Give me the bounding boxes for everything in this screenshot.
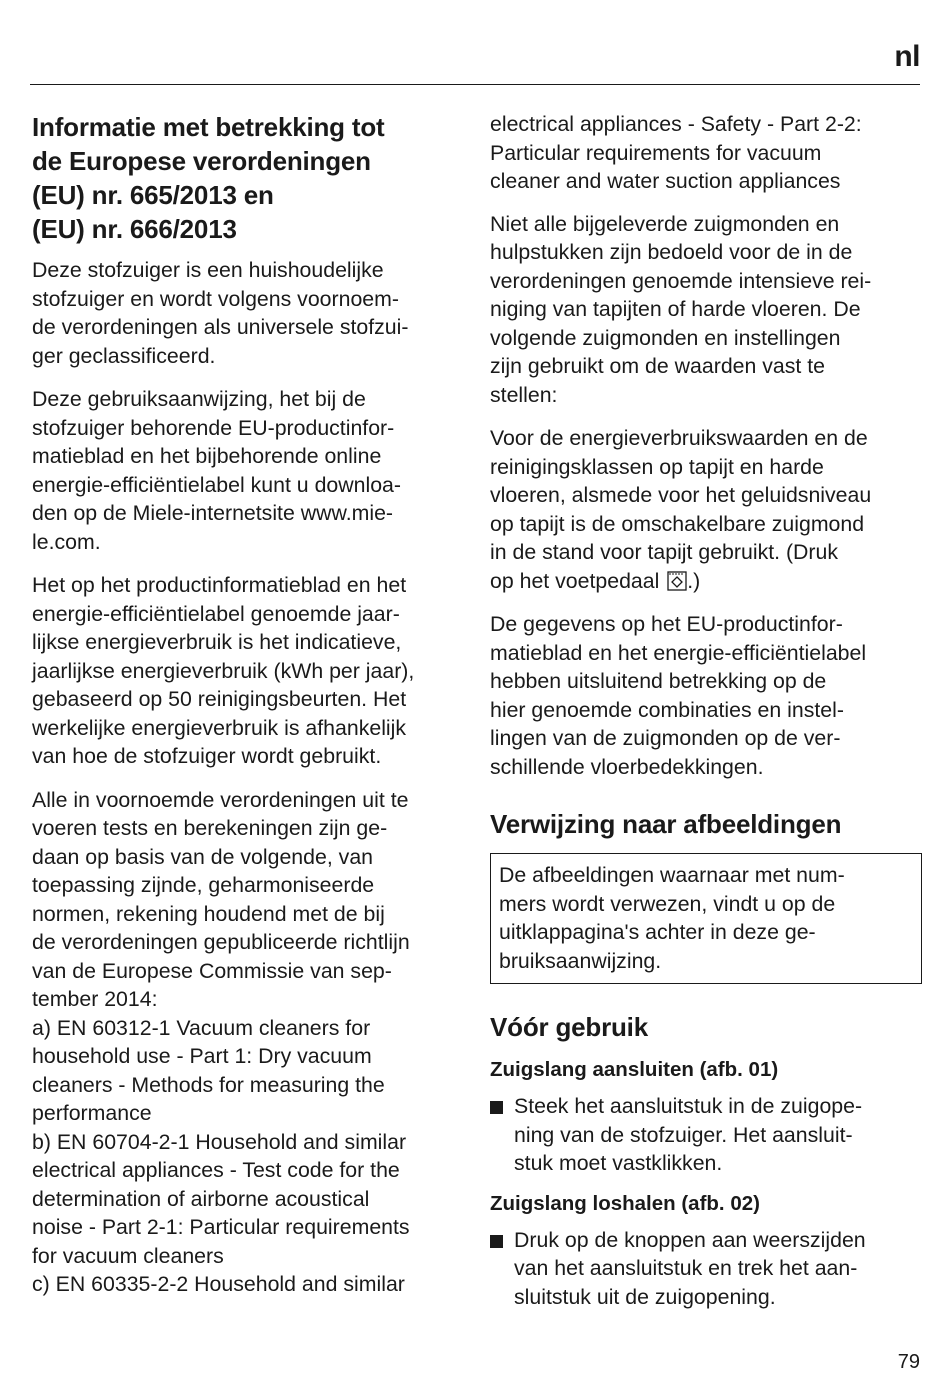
bullet-square-icon bbox=[490, 1101, 503, 1114]
paragraph-eu-data: De gegevens op het EU-productinfor- matieblad en het energie-efficiëntielabel hebben uitsluitend betrekking op de hier genoemde combinaties en instel- lingen van de zuigmonden op de ver- schillende vloerbedekkingen. bbox=[490, 612, 867, 779]
bullet-square-icon bbox=[490, 1235, 503, 1248]
test-settings-end: .) bbox=[687, 568, 701, 593]
carpet-pedal-icon bbox=[667, 571, 687, 591]
page-number: 79 bbox=[897, 1351, 920, 1373]
paragraph-standards: Alle in voornoemde verordeningen uit te voeren tests en berekeningen zijn ge- daan op basis van de volgende, van toepassing zijnde, geharmoniseerde normen, rekening houdend met de bij de verordeningen gepubliceerde richtlijn van de Europese Commissie van sep- tember 2014: a) EN 60312-1 Vacuum cleaners for household use - Part 1: Dry vacuum cleaners - Methods for measuring the performance b) EN 60704-2-1 Household and similar electrical appliances - Test code for the determination of airborne acoustical noise - Part 2-1: Particular requirements for vacuum cleaners c) EN 60335-2-2 Household and similar bbox=[32, 787, 410, 1296]
bullet-text-attach-hose: Steek het aansluitstuk in de zuigope- ning van de stofzuiger. Het aansluit- stuk moet vastklikken. bbox=[514, 1094, 863, 1175]
paragraph-download-info: Deze gebruiksaanwijzing, het bij de stofzuiger behorende EU-productinfor- matieblad en het bijbehorende online energie-efficiëntielabel kunt u downloa- den op de Miele-internetsite www.mie- le.com. bbox=[32, 387, 401, 554]
paragraph-standards-continued: electrical appliances - Safety - Part 2-2: Particular requirements for vacuum cleaner and water suction appliances bbox=[490, 112, 862, 193]
heading-before-use: Vóór gebruik bbox=[490, 1012, 648, 1042]
list-item bbox=[490, 1226, 922, 1312]
subheading-attach-hose: Zuigslang aansluiten (afb. 01) bbox=[490, 1058, 779, 1081]
figure-reference-note: De afbeeldingen waarnaar met num- mers wordt verwezen, vindt u op de uitklappagina's achter in deze ge- bruiksaanwijzing. bbox=[490, 853, 922, 984]
language-code: nl bbox=[894, 40, 920, 73]
paragraph-nozzles: Niet alle bijgeleverde zuigmonden en hulpstukken zijn bedoeld voor de in de verordeningen genoemde intensieve rei- niging van tapijten of harde vloeren. De volgende zuigmonden en instellingen zijn gebruikt om de waarden vast te stellen: bbox=[490, 211, 872, 407]
section-title-eu-regulations: Informatie met betrekking tot de Europese verordeningen (EU) nr. 665/2013 en (EU) nr. 666/2013 bbox=[32, 112, 385, 244]
list-item bbox=[490, 1092, 922, 1178]
header-rule bbox=[30, 84, 920, 85]
test-settings-text: Voor de energieverbruikswaarden en de reinigingsklassen op tapijt en harde vloeren, alsmede voor het geluidsniveau op tapijt is de omschakelbare zuigmond in de stand voor tapijt gebruikt. (Druk op het voetpedaal bbox=[490, 426, 872, 593]
bullet-text-detach-hose: Druk op de knoppen aan weerszijden van het aansluitstuk en trek het aan- sluitstuk uit de zuigopening. bbox=[514, 1227, 866, 1309]
paragraph-energy-consumption: Het op het productinformatieblad en het energie-efficiëntielabel genoemde jaar- lijkse energieverbruik is het indicatieve, jaarlijkse energieverbruik (kWh per jaar), gebaseerd op 50 reinigingsbeurten. Het werkelijke energieverbruik is afhankelijk van hoe de stofzuiger wordt gebruikt. bbox=[32, 573, 415, 768]
paragraph-test-settings bbox=[490, 424, 922, 595]
subheading-detach-hose: Zuigslang loshalen (afb. 02) bbox=[490, 1191, 760, 1215]
left-column bbox=[32, 110, 472, 1314]
right-column bbox=[490, 110, 922, 1323]
paragraph-classification: Deze stofzuiger is een huishoudelijke stofzuiger en wordt volgens voornoem- de verordeningen als universele stofzui- ger geclassificeerd. bbox=[32, 258, 409, 368]
heading-figure-references: Verwijzing naar afbeeldingen bbox=[490, 809, 842, 839]
